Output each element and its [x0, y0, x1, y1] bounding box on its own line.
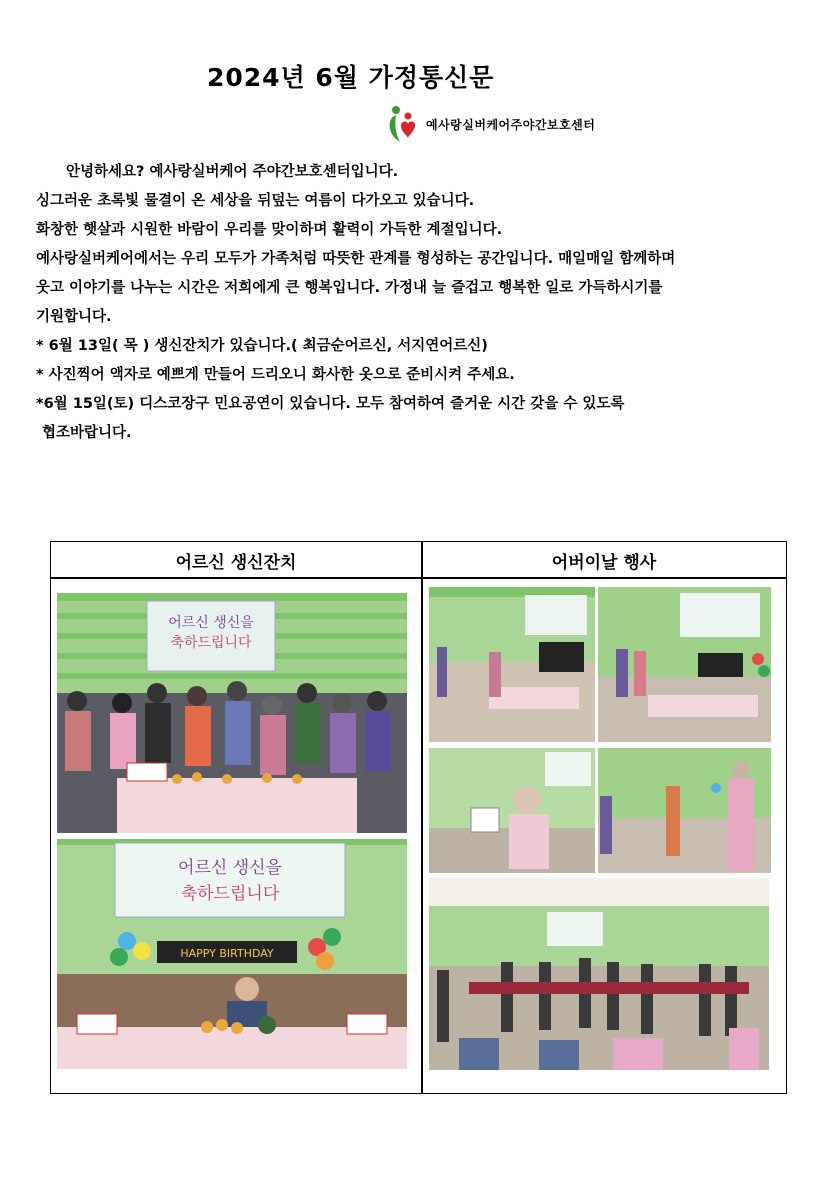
- body-line: 예사랑실버케어에서는 우리 모두가 가족처럼 따뜻한 관계를 형성하는 공간입니다. 매일매일 함께하며: [36, 251, 676, 267]
- body-line: 웃고 이야기를 나누는 시간은 저희에게 큰 행복입니다. 가정내 늘 즐겁고 행복한 일로 가득하시기를: [36, 280, 663, 296]
- notice-closing: 협조바랍니다.: [42, 425, 132, 441]
- banner-text-1: 어르신 생신을: [178, 858, 282, 878]
- banner-text-1: 어르신 생신을: [168, 615, 254, 631]
- letter-body: [36, 158, 806, 448]
- photo-gallery-table: [50, 541, 787, 1094]
- body-line: 화창한 햇살과 시원한 바람이 우리를 맞이하며 활력이 가득한 계절입니다.: [36, 222, 503, 238]
- parents-day-photo-1: [429, 587, 595, 742]
- parents-day-photo-3: [429, 748, 595, 873]
- notice-performance: *6월 15일(토) 디스코장구 민요공연이 있습니다. 모두 참여하여 즐거운 시간 갖을 수 있도록: [36, 396, 625, 412]
- organization-header: [386, 104, 595, 144]
- body-line: 싱그러운 초록빛 물결이 온 세상을 뒤덮는 여름이 다가오고 있습니다.: [36, 193, 475, 209]
- organization-name: 예사랑실버케어주야간보호센터: [426, 117, 596, 132]
- birthday-party-caption: 어르신 생신잔치: [175, 553, 297, 573]
- banner-text-2: 축하드립니다: [180, 884, 280, 904]
- notice-birthday: * 6월 13일( 목 ) 생신잔치가 있습니다.( 최금순어르신, 서지연어르신): [36, 338, 488, 354]
- heart-logo-icon: [386, 104, 420, 144]
- body-line: 기원합니다.: [36, 309, 112, 325]
- parents-day-photo-2: [598, 587, 771, 742]
- parents-day-performance-photo: [429, 878, 769, 1070]
- happy-birthday-garland: HAPPY BIRTHDAY: [180, 947, 274, 960]
- notice-photo: * 사진찍어 액자로 예쁘게 만들어 드리오니 화사한 옷으로 준비시켜 주세요.: [36, 367, 515, 383]
- parents-day-caption: 어버이날 행사: [551, 553, 657, 573]
- header-divider: [51, 577, 786, 579]
- birthday-individual-photo: [57, 839, 407, 1069]
- birthday-group-photo: [57, 593, 407, 833]
- banner-text-2: 축하드립니다: [170, 635, 252, 651]
- column-divider: [421, 542, 423, 1093]
- page-title: 2024년 6월 가정통신문: [207, 63, 495, 92]
- greeting-line: 안녕하세요? 예사랑실버케어 주야간보호센터입니다.: [66, 164, 399, 180]
- parents-day-photo-4: [598, 748, 771, 873]
